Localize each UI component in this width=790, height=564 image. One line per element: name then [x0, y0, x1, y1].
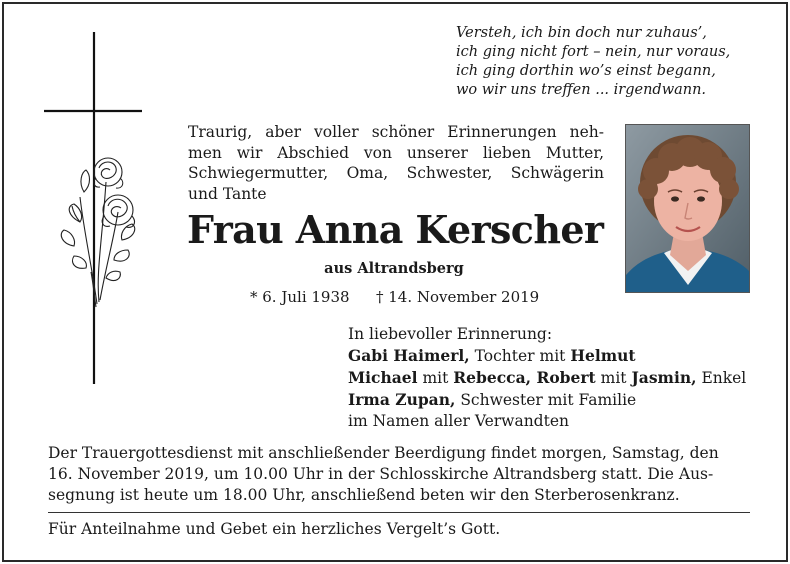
thanks-text: Für Anteilnahme und Gebet ein herzliches Vergelt’s Gott.: [48, 520, 501, 538]
mourners-list: [348, 324, 768, 432]
service-line: Der Trauergottesdienst mit anschließender Beerdigung findet morgen, Samstag, den: [48, 444, 719, 462]
mourner-name: Irma Zupan,: [348, 390, 456, 409]
mourner-relation: mit: [417, 369, 454, 387]
mourner-relation: Schwester mit Familie: [455, 391, 637, 409]
service-line: segnung ist heute um 18.00 Uhr, anschließend beten wir den Sterberosenkranz.: [48, 486, 680, 504]
mourners-line: [348, 389, 768, 411]
mourner-name: Jasmin,: [631, 368, 697, 387]
intro-line: Traurig, aber voller schöner Erinnerungen neh-: [188, 123, 604, 141]
poem-line: wo wir uns treffen ... irgendwann.: [456, 82, 707, 98]
intro-line: und Tante: [188, 184, 267, 203]
mourners-heading: In liebevoller Erinnerung:: [348, 325, 553, 343]
mourner-name: Helmut: [570, 346, 636, 365]
mourners-line: [348, 345, 768, 367]
mourners-line: im Namen aller Verwandten: [348, 412, 569, 430]
mourner-relation: Tochter mit: [469, 347, 571, 365]
intro-line: men wir Abschied von unserer lieben Mutter,: [188, 143, 604, 162]
deceased-name: Frau Anna Kerscher: [187, 207, 604, 252]
mourner-name: Michael: [348, 368, 418, 387]
birth-date: * 6. Juli 1938: [250, 288, 350, 306]
mourner-name: Gabi Haimerl,: [348, 346, 470, 365]
divider: [48, 512, 750, 513]
poem-line: Versteh, ich bin doch nur zuhaus’,: [456, 25, 707, 41]
funeral-service-text: [48, 443, 750, 506]
intro-line: Schwiegermutter, Oma, Schwester, Schwägerin: [188, 164, 604, 182]
deceased-origin: aus Altrandsberg: [324, 260, 464, 277]
poem-line: ich ging nicht fort – nein, nur voraus,: [456, 44, 731, 60]
poem-line: ich ging dorthin wo’s einst begann,: [456, 63, 716, 79]
obituary-frame: [2, 2, 788, 562]
poem: [456, 24, 766, 100]
mourners-line: [348, 367, 768, 389]
mourner-name: Rebecca, Robert: [453, 368, 596, 387]
death-date: † 14. November 2019: [376, 288, 540, 306]
cross-with-roses-icon: [44, 32, 148, 388]
service-line: 16. November 2019, um 10.00 Uhr in der Schlosskirche Altrandsberg statt. Die Aus-: [48, 465, 714, 483]
portrait-image: [626, 125, 750, 293]
mourner-relation: Enkel: [696, 369, 747, 387]
mourner-relation: mit: [595, 369, 632, 387]
intro-text: [188, 122, 604, 204]
portrait-photo: [625, 124, 750, 293]
